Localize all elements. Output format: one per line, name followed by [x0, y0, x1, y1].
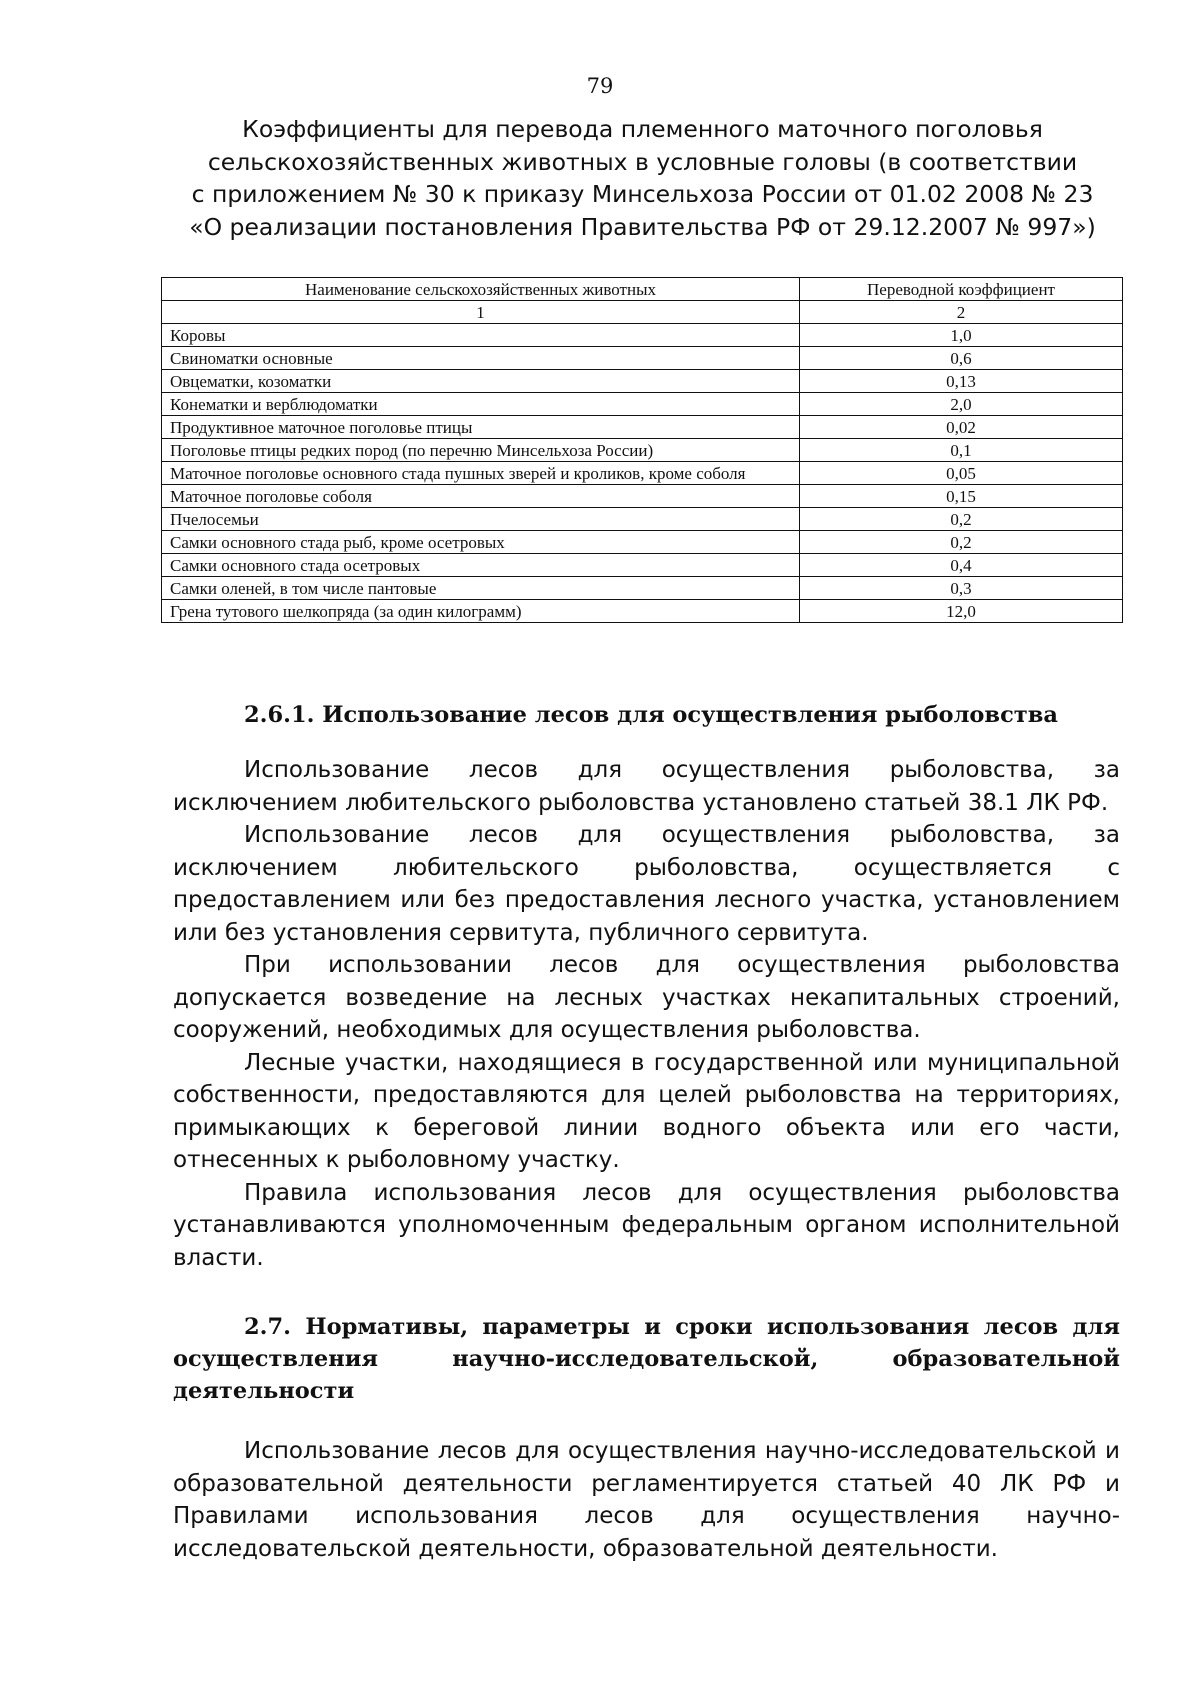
table-row — [162, 554, 1123, 577]
coefficient-cell: 12,0 — [800, 600, 1123, 623]
header-animal-name: Наименование сельскохозяйственных животных — [162, 278, 800, 301]
coefficient-cell: 0,2 — [800, 508, 1123, 531]
caption-line: с приложением № 30 к приказу Минсельхоза России от 01.02 2008 № 23 — [191, 180, 1094, 208]
table-caption — [150, 113, 1135, 243]
coefficient-cell: 0,3 — [800, 577, 1123, 600]
coefficient-cell: 2,0 — [800, 393, 1123, 416]
animal-name-cell: Конематки и верблюдоматки — [162, 393, 800, 416]
paragraph: Использование лесов для осуществления рыболовства, за исключением любительского рыболовства, осуществляется с предоставлением или без предоставления лесного участка, установлением или без установления сервитута, публичного сервитута. — [173, 822, 1120, 946]
animal-name-cell: Маточное поголовье основного стада пушных зверей и кроликов, кроме соболя — [162, 462, 800, 485]
table-row — [162, 347, 1123, 370]
table-header-row — [162, 278, 1123, 301]
animal-name-cell: Овцематки, козоматки — [162, 370, 800, 393]
table-row — [162, 462, 1123, 485]
caption-line: Коэффициенты для перевода племенного маточного поголовья — [242, 115, 1043, 143]
paragraph: Использование лесов для осуществления рыболовства, за исключением любительского рыболовства установлено статьей 38.1 ЛК РФ. — [173, 757, 1120, 816]
table-row — [162, 485, 1123, 508]
coefficient-cell: 0,13 — [800, 370, 1123, 393]
section-heading-2-7 — [173, 1311, 1120, 1407]
column-number: 1 — [162, 301, 800, 324]
coefficient-cell: 0,6 — [800, 347, 1123, 370]
animal-name-cell: Грена тутового шелкопряда (за один килограмм) — [162, 600, 800, 623]
animal-name-cell: Продуктивное маточное поголовье птицы — [162, 416, 800, 439]
table-row — [162, 600, 1123, 623]
section-2-7-body — [173, 1435, 1120, 1565]
animal-name-cell: Поголовье птицы редких пород (по перечню Минсельхоза России) — [162, 439, 800, 462]
coefficient-cell: 1,0 — [800, 324, 1123, 347]
paragraph: Правила использования лесов для осуществления рыболовства устанавливаются уполномоченным федеральным органом исполнительной власти. — [173, 1179, 1120, 1271]
heading-line: деятельности — [173, 1378, 355, 1404]
table-row — [162, 324, 1123, 347]
page-number: 79 — [586, 74, 614, 98]
coefficient-cell: 0,02 — [800, 416, 1123, 439]
caption-line: «О реализации постановления Правительства РФ от 29.12.2007 № 997») — [189, 212, 1096, 241]
animal-name-cell: Самки основного стада осетровых — [162, 554, 800, 577]
column-number: 2 — [800, 301, 1123, 324]
paragraph: При использовании лесов для осуществления рыболовства допускается возведение на лесных участках некапитальных строений, сооружений, необходимых для осуществления рыболовства. — [173, 952, 1120, 1043]
animal-name-cell: Самки основного стада рыб, кроме осетровых — [162, 531, 800, 554]
table-row — [162, 370, 1123, 393]
coefficient-table — [161, 277, 1123, 623]
heading-line: 2.7. Нормативы, параметры и сроки использования лесов для — [244, 1314, 1120, 1340]
header-coefficient: Переводной коэффициент — [800, 278, 1123, 301]
section-2-6-1-body — [173, 754, 1120, 1274]
table-column-number-row — [162, 301, 1123, 324]
animal-name-cell: Маточное поголовье соболя — [162, 485, 800, 508]
caption-line: сельскохозяйственных животных в условные головы (в соответствии — [207, 147, 1078, 176]
table-row — [162, 393, 1123, 416]
coefficient-cell: 0,15 — [800, 485, 1123, 508]
animal-name-cell: Пчелосемьи — [162, 508, 800, 531]
animal-name-cell: Свиноматки основные — [162, 347, 800, 370]
table-row — [162, 577, 1123, 600]
animal-name-cell: Самки оленей, в том числе пантовые — [162, 577, 800, 600]
paragraph: Использование лесов для осуществления научно-исследовательской и образовательной деятельности регламентируется статьей 40 ЛК РФ и Правилами использования лесов для осуществления научно-исследовательской деятельности, образовательной деятельности. — [173, 1438, 1120, 1562]
coefficient-cell: 0,4 — [800, 554, 1123, 577]
table-row — [162, 531, 1123, 554]
coefficient-cell: 0,2 — [800, 531, 1123, 554]
section-heading-2-6-1: 2.6.1. Использование лесов для осуществления рыболовства — [244, 702, 1058, 728]
table-row — [162, 439, 1123, 462]
coefficient-cell: 0,1 — [800, 439, 1123, 462]
table-row — [162, 508, 1123, 531]
coefficient-cell: 0,05 — [800, 462, 1123, 485]
animal-name-cell: Коровы — [162, 324, 800, 347]
paragraph: Лесные участки, находящиеся в государственной или муниципальной собственности, предоставляются для целей рыболовства на территориях, примыкающих к береговой линии водного объекта или его части, отнесенных к рыболовному участку. — [173, 1049, 1120, 1173]
table-row — [162, 416, 1123, 439]
heading-line: осуществления научно-исследовательской, образовательной — [173, 1346, 1120, 1372]
